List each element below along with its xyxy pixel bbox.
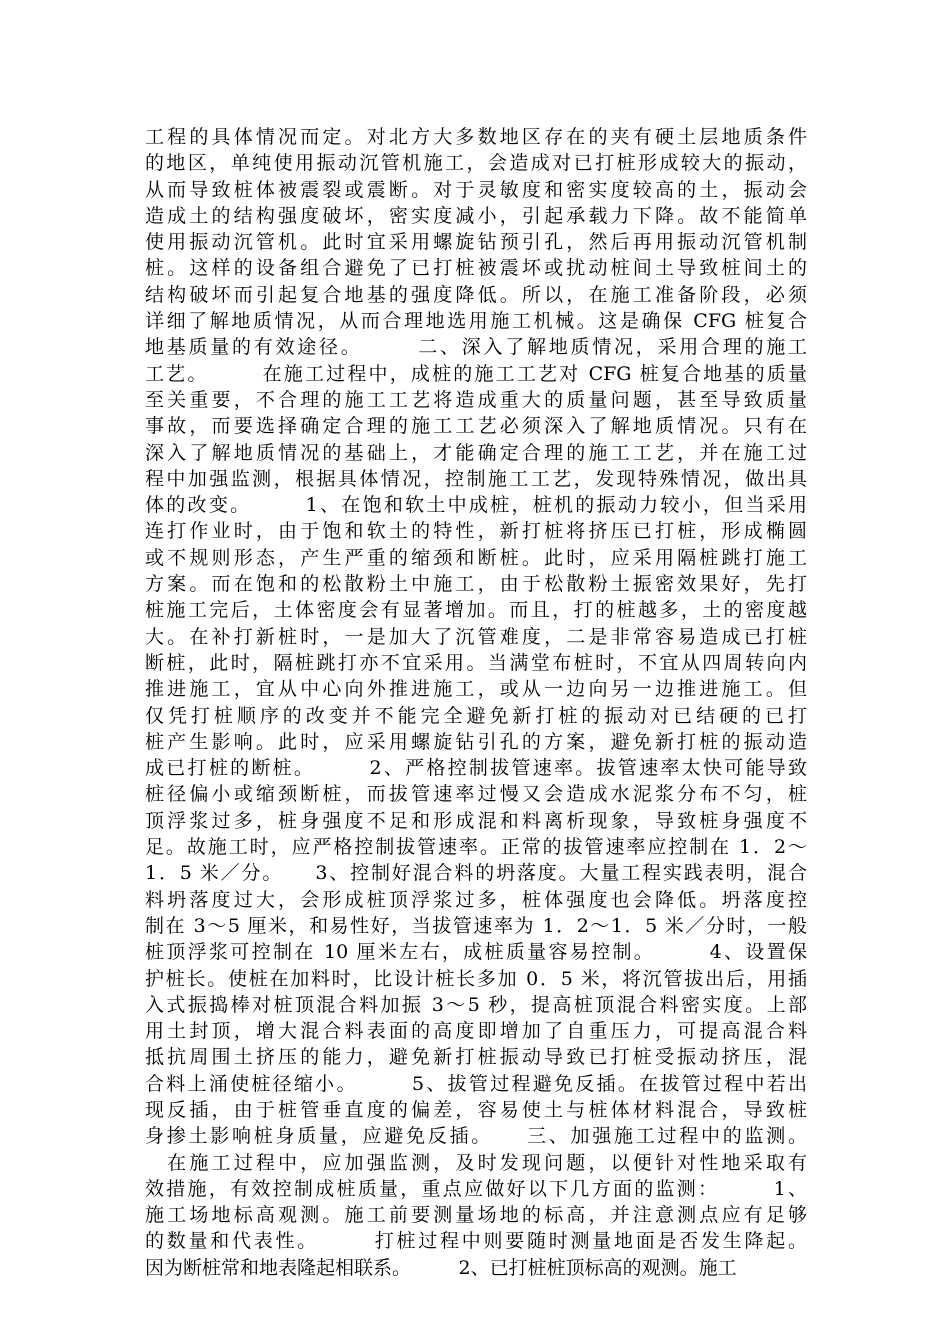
text-line: 仅凭打桩顺序的改变并不能完全避免新打桩的振动对已结硬的已打 [145,704,807,727]
text-line: 成已打桩的断桩。 2、严格控制拔管速率。拔管速率太快可能导致 [145,757,807,780]
text-line: 至关重要，不合理的施工工艺将造成重大的质量问题，甚至导致质量 [145,388,807,411]
text-line: 护桩长。使桩在加料时，比设计桩长多加 0．5 米，将沉管拔出后，用插 [145,967,807,990]
text-line: 的数量和代表性。 打桩过程中则要随时测量地面是否发生降起。 [145,1230,807,1253]
text-line: 桩顶浮浆可控制在 10 厘米左右，成桩质量容易控制。 4、设置保 [145,941,807,964]
text-line: 使用振动沉管机。此时宜采用螺旋钻预引孔，然后再用振动沉管机制 [145,231,807,254]
text-line: 1．5 米／分。 3、控制好混合料的坍落度。大量工程实践表明，混合 [145,862,807,885]
text-line: 因为断桩常和地表隆起相联系。 2、已打桩桩顶标高的观测。施工 [145,1256,737,1279]
text-line: 方案。而在饱和的松散粉土中施工，由于松散粉土振密效果好，先打 [145,573,807,596]
text-line: 深入了解地质情况的基础上，才能确定合理的施工工艺，并在施工过 [145,441,807,464]
text-line: 从而导致桩体被震裂或震断。对于灵敏度和密实度较高的土，振动会 [145,178,807,201]
text-line: 足。故施工时，应严格控制拔管速率。正常的拔管速率应控制在 1．2～ [145,836,807,859]
text-line: 桩。这样的设备组合避免了已打桩被震坏或扰动桩间土导致桩间土的 [145,257,807,280]
text-line: 的地区，单纯使用振动沉管机施工，会造成对已打桩形成较大的振动， [145,152,807,175]
text-line: 造成土的结构强度破坏，密实度减小，引起承载力下降。故不能简单 [145,204,807,227]
text-line: 效措施，有效控制成桩质量，重点应做好以下几方面的监测： 1、 [145,1177,807,1200]
text-line: 桩产生影响。此时，应采用螺旋钻引孔的方案，避免新打桩的振动造 [145,730,807,753]
text-line: 体的改变。 1、在饱和软土中成桩，桩机的振动力较小，但当采用 [145,494,807,517]
text-line: 结构破坏而引起复合地基的强度降低。所以，在施工准备阶段，必须 [145,283,807,306]
text-line: 断桩，此时，隔桩跳打亦不宜采用。当满堂布桩时，不宜从四周转向内 [145,651,807,674]
text-line: 身掺土影响桩身质量，应避免反插。 三、加强施工过程中的监测。 [145,1125,807,1148]
text-line: 顶浮浆过多，桩身强度不足和形成混和料离析现象，导致桩身强度不 [145,809,807,832]
text-line: 制在 3～5 厘米，和易性好，当拔管速率为 1．2～1．5 米／分时，一般 [145,914,807,937]
text-line: 入式振捣棒对桩顶混合料加振 3～5 秒，提高桩顶混合料密实度。上部 [145,993,807,1016]
text-line: 桩径偏小或缩颈断桩，而拔管速率过慢又会造成水泥浆分布不匀，桩 [145,783,807,806]
text-line: 在施工过程中，应加强监测，及时发现问题，以便针对性地采取有 [145,1151,807,1174]
text-line: 工艺。 在施工过程中，成桩的施工工艺对 CFG 桩复合地基的质量 [145,362,807,385]
text-line: 现反插，由于桩管垂直度的偏差，容易使土与桩体材料混合，导致桩 [145,1098,807,1121]
text-line: 程中加强监测，根据具体情况，控制施工工艺，发现特殊情况，做出具 [145,467,807,490]
text-line: 桩施工完后，土体密度会有显著增加。而且，打的桩越多，土的密度越 [145,599,807,622]
text-line: 料坍落度过大，会形成桩顶浮浆过多，桩体强度也会降低。坍落度控 [145,888,807,911]
text-line: 详细了解地质情况，从而合理地选用施工机械。这是确保 CFG 桩复合 [145,310,807,333]
text-line: 用土封顶，增大混合料表面的高度即增加了自重压力，可提高混合料 [145,1020,807,1043]
text-line: 合料上涌使桩径缩小。 5、拔管过程避免反插。在拔管过程中若出 [145,1072,807,1095]
text-line: 连打作业时，由于饱和软土的特性，新打桩将挤压已打桩，形成椭圆 [145,520,807,543]
text-line: 地基质量的有效途径。 二、深入了解地质情况，采用合理的施工 [145,336,807,359]
text-line: 施工场地标高观测。施工前要测量场地的标高，并注意测点应有足够 [145,1204,807,1227]
text-line: 或不规则形态，产生严重的缩颈和断桩。此时，应采用隔桩跳打施工 [145,546,807,569]
text-line: 事故，而要选择确定合理的施工工艺必须深入了解地质情况。只有在 [145,415,807,438]
text-line: 推进施工，宜从中心向外推进施工，或从一边向另一边推进施工。但 [145,678,807,701]
text-line: 抵抗周围土挤压的能力，避免新打桩振动导致已打桩受振动挤压，混 [145,1046,807,1069]
text-line: 大。在补打新桩时，一是加大了沉管难度，二是非常容易造成已打桩 [145,625,807,648]
body-text [145,124,807,1281]
text-line: 工程的具体情况而定。对北方大多数地区存在的夹有硬土层地质条件 [145,126,807,148]
